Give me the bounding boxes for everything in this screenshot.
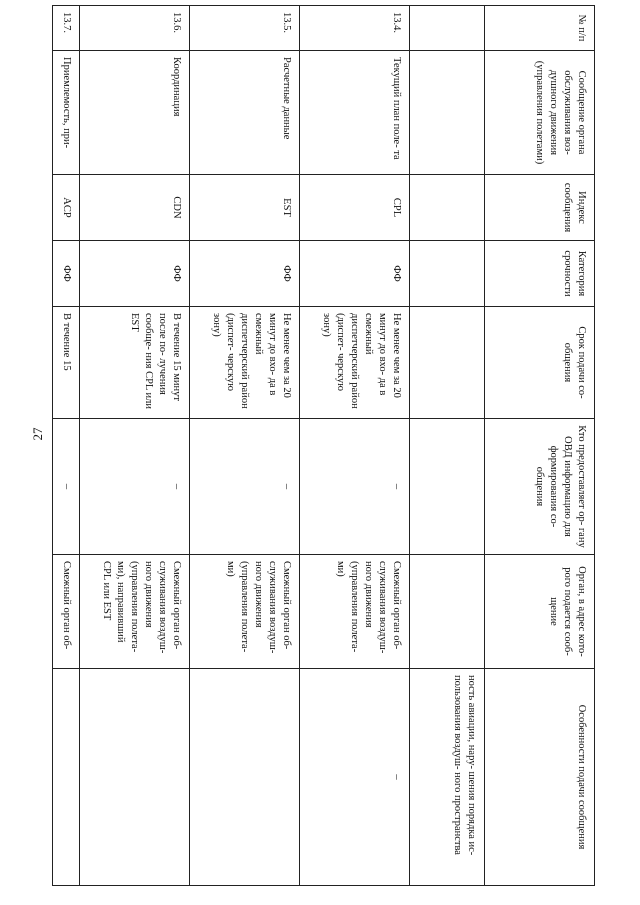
row-deadline: Не менее чем за 20 минут до вхо- да в смежный диспетчерский район (диспет- черскую зону): [300, 307, 410, 419]
header-provider: Кто предоставляет ор- гану ОВД информацию для формирования со- общения: [485, 419, 595, 555]
row-num: 13.6.: [80, 6, 190, 51]
continuation-features: ность авиации, нару- шения порядка ис- пользования воздуш- ного пространства: [410, 669, 485, 886]
header-features: Особенности подачи сообщения: [485, 669, 595, 886]
row-category: ФФ: [80, 241, 190, 307]
page-number: 27: [30, 427, 45, 441]
row-provider: –: [80, 419, 190, 555]
header-recipient: Орган, в адрес кото- рого подается сооб- щение: [485, 555, 595, 669]
row-recipient: Смежный орган об- служивания воздуш- ного движения (управления полета- ми), направивший CPL или EST: [80, 555, 190, 669]
message-table: [52, 5, 595, 886]
row-code: EST: [190, 175, 300, 241]
header-message: Сообщение органа обслуживания воз- душного движения (управления полетами): [485, 51, 595, 175]
row-message: Текущий план поле- та: [300, 51, 410, 175]
row-category: ФФ: [190, 241, 300, 307]
row-code: CPL: [300, 175, 410, 241]
row-provider: –: [300, 419, 410, 555]
row-category: ФФ: [53, 241, 80, 307]
row-message: Приемлемость, при-: [53, 51, 80, 175]
table-row: [80, 6, 190, 886]
table-row: [53, 6, 80, 886]
row-code: CDN: [80, 175, 190, 241]
row-code: ACP: [53, 175, 80, 241]
row-features: –: [300, 669, 410, 886]
table-row: [190, 6, 300, 886]
row-deadline: В течение 15: [53, 307, 80, 419]
row-category: ФФ: [300, 241, 410, 307]
row-message: Расчетные данные: [190, 51, 300, 175]
row-features: [53, 669, 80, 886]
row-num: 13.7.: [53, 6, 80, 51]
row-deadline: Не менее чем за 20 минут до вхо- да в смежный диспетчерский район (диспет- черскую зону): [190, 307, 300, 419]
header-code: Индекс сообщения: [485, 175, 595, 241]
row-recipient: Смежный орган об-: [53, 555, 80, 669]
header-row: [485, 6, 595, 886]
header-category: Категория срочности: [485, 241, 595, 307]
continuation-row: [410, 6, 485, 886]
row-num: 13.5.: [190, 6, 300, 51]
table-row: [300, 6, 410, 886]
row-deadline: В течение 15 минут после по- лучения сообще- ния CPL или EST: [80, 307, 190, 419]
row-features: [190, 669, 300, 886]
header-deadline: Срок подачи со- общения: [485, 307, 595, 419]
row-recipient: Смежный орган об- служивания воздуш- ного движения (управления полета- ми): [300, 555, 410, 669]
row-recipient: Смежный орган об- служивания воздуш- ного движения (управления полета- ми): [190, 555, 300, 669]
rotated-table-page: [55, 5, 595, 885]
row-provider: –: [190, 419, 300, 555]
header-num: № п/п: [485, 6, 595, 51]
row-provider: –: [53, 419, 80, 555]
row-features: [80, 669, 190, 886]
row-num: 13.4.: [300, 6, 410, 51]
row-message: Координация: [80, 51, 190, 175]
